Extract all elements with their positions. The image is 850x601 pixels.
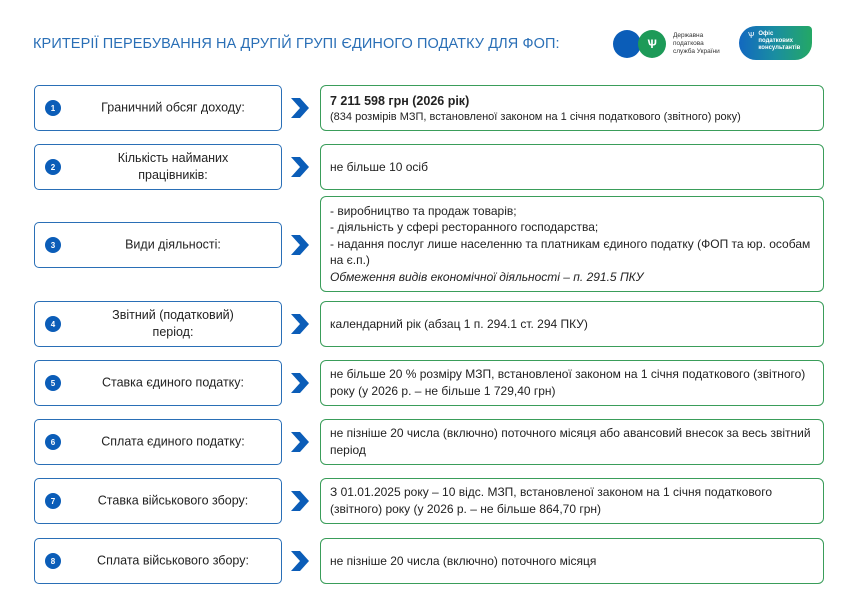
trident-icon: Ѱ xyxy=(748,31,755,40)
criterion-value-box xyxy=(320,419,824,465)
chevron-right-icon xyxy=(291,551,309,571)
blue-circle-icon xyxy=(613,30,641,58)
activity-restriction-note: Обмеження видів економічної діяльності – п. 291.5 ПКУ xyxy=(330,269,644,284)
criterion-value-box xyxy=(320,360,824,406)
chevron-right-icon xyxy=(291,432,309,452)
activity-item: - виробництво та продаж товарів; xyxy=(330,203,517,218)
criterion-row-7 xyxy=(0,478,850,524)
opk-logo xyxy=(739,26,812,60)
criterion-row-1 xyxy=(0,85,850,131)
dps-line2: податкова xyxy=(673,40,704,47)
criterion-value-box xyxy=(320,144,824,190)
criterion-value-box xyxy=(320,301,824,347)
dps-logo-text xyxy=(673,32,720,56)
activity-item: - діяльність у сфері ресторанного господарства; xyxy=(330,220,599,235)
criterion-row-2 xyxy=(0,144,850,190)
number-badge: 3 xyxy=(45,237,61,253)
criterion-label-box xyxy=(34,360,282,406)
criterion-label-box xyxy=(34,538,282,584)
criterion-value-note: (834 розмірів МЗП, встановленої законом на 1 січня податкового (звітного) року) xyxy=(330,110,741,123)
opk-line1: Офіс xyxy=(758,31,774,37)
page-title: КРИТЕРІЇ ПЕРЕБУВАННЯ НА ДРУГІЙ ГРУПІ ЄДИНОГО ПОДАТКУ ДЛЯ ФОП: xyxy=(33,36,560,52)
criterion-label-box xyxy=(34,144,282,190)
green-circle-icon xyxy=(638,30,666,58)
criterion-row-4 xyxy=(0,301,850,347)
criterion-value: не більше 20 % розміру МЗП, встановленої законом на 1 січня податкового (звітного) року (у 2026 р. – не більше 1 729,40 грн) xyxy=(330,367,806,398)
criterion-value: не більше 10 осіб xyxy=(330,159,428,174)
criterion-label: Граничний обсяг доходу: xyxy=(101,100,245,115)
criterion-label-box xyxy=(34,301,282,347)
criterion-label: Звітний (податковий) період: xyxy=(112,308,234,339)
number-badge: 4 xyxy=(45,316,61,332)
chevron-right-icon xyxy=(291,235,309,255)
number-badge: 8 xyxy=(45,553,61,569)
number-badge: 5 xyxy=(45,375,61,391)
criterion-label-box xyxy=(34,85,282,131)
criterion-row-5 xyxy=(0,360,850,406)
chevron-right-icon xyxy=(291,157,309,177)
criterion-value-box xyxy=(320,538,824,584)
trident-icon: Ѱ xyxy=(647,37,657,51)
chevron-right-icon xyxy=(291,491,309,511)
chevron-right-icon xyxy=(291,373,309,393)
opk-line2: податкових xyxy=(758,38,793,44)
number-badge: 7 xyxy=(45,493,61,509)
dps-logo xyxy=(613,29,720,59)
criterion-row-6 xyxy=(0,419,850,465)
dps-line1: Державна xyxy=(673,32,704,39)
criterion-label: Кількість найманих працівників: xyxy=(117,151,229,182)
criterion-value: не пізніше 20 числа (включно) поточного місяця xyxy=(330,553,597,568)
criterion-value: календарний рік (абзац 1 п. 294.1 ст. 294 ПКУ) xyxy=(330,316,588,331)
criterion-value-box xyxy=(320,478,824,524)
chevron-right-icon xyxy=(291,98,309,118)
criterion-row-3 xyxy=(0,196,850,292)
criterion-value-box xyxy=(320,196,824,292)
criterion-label: Види діяльності: xyxy=(125,237,221,252)
criterion-value: не пізніше 20 числа (включно) поточного місяця або авансовий внесок за весь звітний період xyxy=(330,426,811,457)
number-badge: 2 xyxy=(45,159,61,175)
criterion-label-box xyxy=(34,222,282,268)
chevron-right-icon xyxy=(291,314,309,334)
number-badge: 1 xyxy=(45,100,61,116)
criterion-label-box xyxy=(34,478,282,524)
opk-logo-text xyxy=(758,31,800,52)
criterion-value: З 01.01.2025 року – 10 відс. МЗП, встановленої законом на 1 січня податкового (звітного) року (у 2026 р. – не більше 864,70 грн) xyxy=(330,485,773,516)
activity-item: - надання послуг лише населенню та платникам єдиного податку (ФОП та юр. особам на є.п.) xyxy=(330,236,811,268)
criterion-label: Сплата єдиного податку: xyxy=(101,434,245,449)
criterion-label: Ставка єдиного податку: xyxy=(101,375,245,390)
criterion-value-box xyxy=(320,85,824,131)
criterion-label: Сплата військового збору: xyxy=(97,553,249,568)
criterion-label-box xyxy=(34,419,282,465)
opk-line3: консультантів xyxy=(758,45,801,51)
criterion-row-8 xyxy=(0,538,850,584)
number-badge: 6 xyxy=(45,434,61,450)
criterion-value-main: 7 211 598 грн (2026 рік) xyxy=(330,93,470,108)
criterion-label: Ставка військового збору: xyxy=(97,493,249,508)
dps-line3: служба України xyxy=(673,48,720,55)
